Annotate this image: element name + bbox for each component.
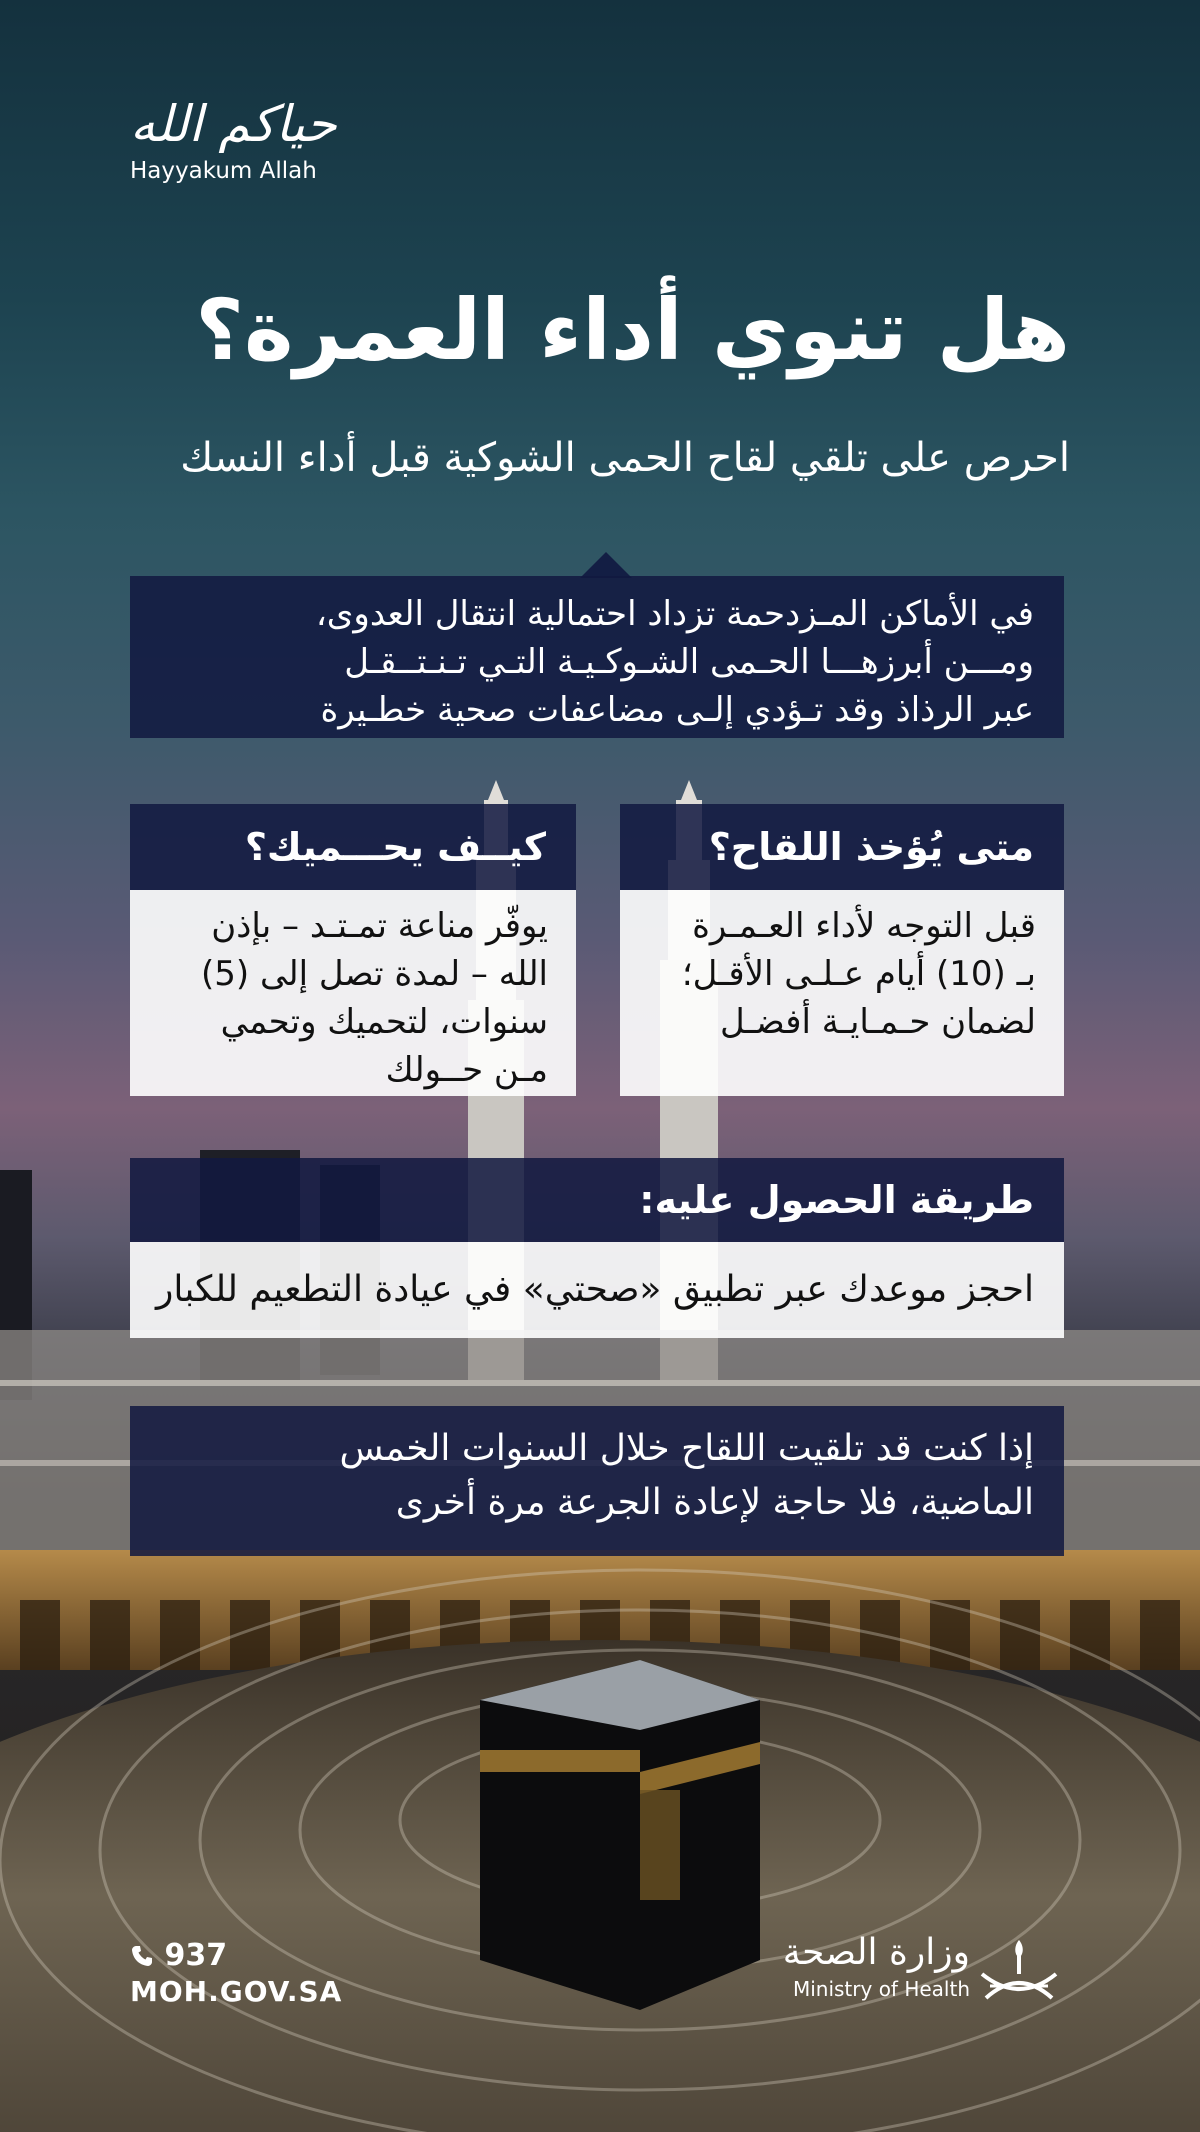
logo-english: Hayyakum Allah <box>130 158 317 184</box>
how-line-2: الله – لمدة تصل إلى (5) <box>200 954 548 994</box>
hayyakum-logo <box>130 92 337 184</box>
how-line-4: مـن حــولك <box>385 1050 548 1090</box>
how-line-3: سنوات، لتحميك وتحمي <box>220 1002 548 1042</box>
moh-emblem-icon <box>978 1934 1060 2014</box>
intro-line-2: ومـــن أبرزهـــا الحـمى الشـوكـيـة التـي تـنـتــقـل <box>344 642 1034 682</box>
website: MOH.GOV.SA <box>130 1975 343 2008</box>
method-text: احجز موعدك عبر تطبيق «صحتي» في عيادة التطعيم للكبار <box>130 1242 1064 1338</box>
when-line-1: قبل التوجه لأداء العـمـرة <box>692 906 1036 946</box>
when-line-3: لضمان حـمـايـة أفضـل <box>720 1002 1036 1042</box>
intro-line-3: عبر الرذاذ وقد تـؤدي إلـى مضاعفات صحية خطـيرة <box>320 690 1034 730</box>
how-heading: كيــف يحـــميك؟ <box>130 804 576 890</box>
how-body <box>130 890 576 1096</box>
phone-number: 937 <box>164 1938 228 1973</box>
ministry-name-english: Ministry of Health <box>792 1977 970 2001</box>
ministry-name-arabic: وزارة الصحة <box>782 1932 970 1973</box>
footer-contact <box>130 1938 342 2010</box>
how-line-1: يوفّر مناعة تمـتـد – بإذن <box>211 906 548 946</box>
when-body <box>620 890 1064 1096</box>
note-line-2: الماضية، فلا حاجة لإعادة الجرعة مرة أخرى <box>395 1482 1034 1523</box>
note-box <box>130 1406 1064 1556</box>
phone-line <box>130 1938 342 1974</box>
page-subtitle: احرص على تلقي لقاح الحمى الشوكية قبل أداء النسك <box>180 435 1070 481</box>
note-line-1: إذا كنت قد تلقيت اللقاح خلال السنوات الخمس <box>339 1428 1034 1469</box>
page-title: هل تنوي أداء العمرة؟ <box>195 281 1070 379</box>
ministry-logo <box>760 1930 1060 2020</box>
callout-pointer <box>580 552 632 578</box>
when-line-2: بـ (10) أيام عـلـى الأقـل؛ <box>681 954 1036 994</box>
kaaba <box>480 1660 760 2010</box>
intro-line-1: في الأماكن المـزدحمة تزداد احتمالية انتقال العدوى، <box>315 594 1034 634</box>
intro-box <box>130 576 1064 738</box>
logo-arabic: حياكم الله <box>130 95 337 153</box>
phone-icon <box>130 1944 154 1968</box>
when-heading: متى يُؤخذ اللقاح؟ <box>620 804 1064 890</box>
method-heading: طريقة الحصول عليه: <box>130 1158 1064 1242</box>
